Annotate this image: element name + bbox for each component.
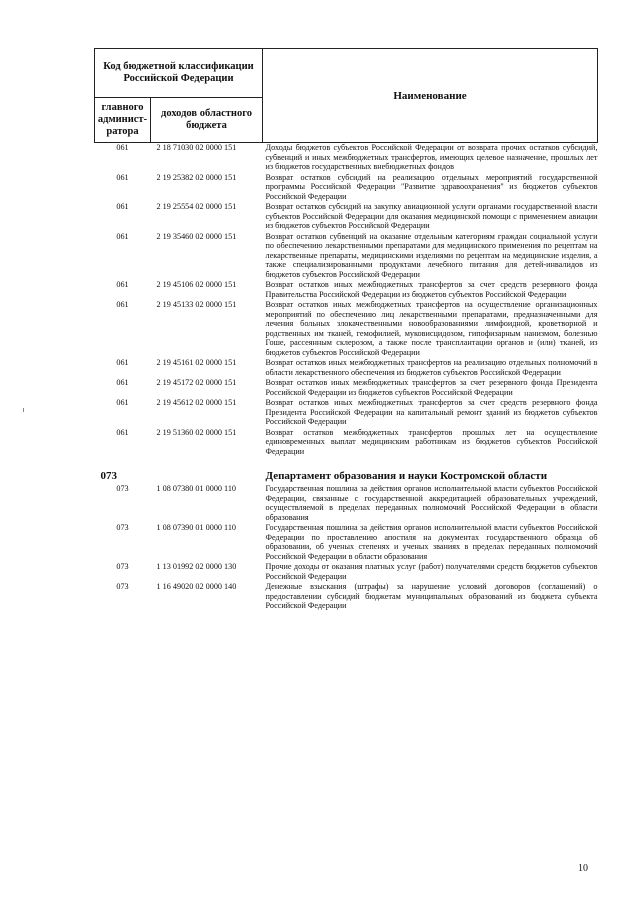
- admin-code-cell: 073: [116, 484, 129, 493]
- admin-code-cell: 061: [116, 427, 129, 437]
- section-admin-code: 073: [100, 470, 117, 482]
- table-row: [95, 358, 598, 378]
- table-row: [95, 202, 598, 232]
- header-admin: главного админист-ратора: [95, 98, 151, 143]
- table-row: [95, 300, 598, 358]
- income-code-cell: 2 18 71030 02 0000 151: [156, 143, 237, 152]
- table-row: [95, 523, 598, 562]
- admin-code-cell: 061: [116, 398, 129, 407]
- section-heading-row: [95, 470, 598, 484]
- admin-code-cell: 061: [116, 378, 129, 387]
- description-cell: Денежные взыскания (штрафы) за нарушение условий договоров (соглашений) о предоставлении субсидий бюджетам муниципальных образований из бюджета субъекта Российской Федерации: [265, 582, 598, 610]
- table-row: [95, 232, 598, 281]
- admin-code-cell: 061: [116, 231, 129, 241]
- table-row: [95, 562, 598, 582]
- table-row: [95, 398, 598, 428]
- header-income: доходов областного бюджета: [151, 98, 263, 143]
- income-code-cell: 2 19 25382 02 0000 151: [156, 172, 237, 182]
- income-code-cell: 2 19 35460 02 0000 151: [156, 231, 237, 241]
- income-code-cell: 2 19 45612 02 0000 151: [156, 398, 237, 407]
- admin-code-cell: 061: [116, 202, 129, 211]
- admin-code-cell: 061: [116, 143, 129, 152]
- description-cell: Возврат остатков субсидий на закупку авиационной услуги органами государственной власти субъектов Российской Федерации для оказания медицинской помощи с применением авиации из бюджетов субъектов Российской Федерации: [265, 202, 598, 230]
- admin-code-cell: 061: [116, 172, 129, 182]
- description-cell: Возврат остатков иных межбюджетных трансфертов на осуществление организационных мероприятий по обеспечению лиц лекарственными препаратами, предназначенными для лечения больных злокачественными новообразованиями лимфоидной, кроветворной и родственных им тканей, гемофилией, муковисцидозом, гипофизарным нанизмом, болезнью Гоше, рассеянным склерозом, а также после трансплантации органов и (или) тканей, из бюджетов субъектов Российской Федерации: [265, 300, 598, 357]
- description-cell: Доходы бюджетов субъектов Российской Федерации от возврата прочих остатков субсидий, субвенций и иных межбюджетных трансфертов, имеющих целевое назначение, прошлых лет из бюджетов государственных внебюджетных фондов: [265, 143, 598, 171]
- table-row: [95, 143, 598, 173]
- income-code-cell: 2 19 45106 02 0000 151: [156, 280, 237, 289]
- income-code-cell: 2 19 51360 02 0000 151: [156, 427, 237, 437]
- admin-code-cell: 061: [116, 300, 129, 309]
- admin-code-cell: 073: [116, 562, 129, 571]
- income-code-cell: 2 19 25554 02 0000 151: [156, 202, 237, 211]
- header-name: Наименование: [263, 49, 598, 143]
- description-cell: Возврат остатков иных межбюджетных трансфертов на реализацию отдельных полномочий в области лекарственного обеспечения из бюджетов субъектов Российской Федерации: [265, 358, 598, 377]
- description-cell: Возврат остатков субвенций на оказание отдельным категориям граждан социальной услуги по обеспечению лекарственными препаратами для медицинского применения по рецептам на лекарственные препараты, медицинскими изделиями по рецептам на медицинские изделия, а также специализированными продуктами лечебного питания для детей-инвалидов из бюджетов субъектов Российской Федерации: [265, 231, 598, 279]
- page-number: 10: [578, 863, 588, 874]
- description-cell: Государственная пошлина за действия органов исполнительной власти субъектов Российской Федерации, связанные с государственной аккредитацией образовательных учреждений, осуществляемой в пределах переданных полномочий Российской Федерации в области образования: [265, 484, 598, 522]
- margin-mark: [23, 408, 24, 412]
- table-row: [95, 280, 598, 300]
- income-code-cell: 1 08 07390 01 0000 110: [156, 523, 237, 532]
- income-code-cell: 1 13 01992 02 0000 130: [156, 562, 237, 571]
- description-cell: Возврат остатков иных межбюджетных трансфертов за счет средств резервного фонда Президента Российской Федерации на капитальный ремонт зданий из бюджетов субъектов Российской Федерации: [265, 398, 598, 426]
- header-code-group: Код бюджетной классификации Российской Федерации: [95, 49, 263, 98]
- table-body: [95, 143, 598, 612]
- table-row: [95, 428, 598, 458]
- income-code-cell: 2 19 45133 02 0000 151: [156, 300, 237, 309]
- admin-code-cell: 073: [116, 523, 129, 532]
- income-code-cell: 1 08 07380 01 0000 110: [156, 484, 237, 493]
- admin-code-cell: 073: [116, 582, 129, 591]
- admin-code-cell: 061: [116, 280, 129, 289]
- table-row: [95, 484, 598, 523]
- description-cell: Государственная пошлина за действия органов исполнительной власти субъектов Российской Федерации по проставлению апостиля на документах государственного образца об образовании, об ученых степенях и ученых званиях в пределах переданных полномочий Российской Федерации в области образования: [265, 523, 598, 561]
- income-code-cell: 2 19 45172 02 0000 151: [156, 378, 237, 387]
- section-spacer: [95, 457, 598, 470]
- budget-classification-table: [94, 48, 598, 612]
- table-row: [95, 173, 598, 203]
- table-row: [95, 378, 598, 398]
- description-cell: Возврат остатков субсидий на реализацию отдельных мероприятий государственной программы Российской Федерации "Развитие здравоохранения" из бюджетов субъектов Российской Федерации: [265, 172, 598, 201]
- description-cell: Возврат остатков иных межбюджетных трансфертов за счет резервного фонда Президента Российской Федерации из бюджетов субъектов Российской Федерации: [265, 378, 598, 397]
- table-row: [95, 582, 598, 612]
- admin-code-cell: 061: [116, 358, 129, 367]
- income-code-cell: 2 19 45161 02 0000 151: [156, 358, 237, 367]
- description-cell: Возврат остатков иных межбюджетных трансфертов за счет средств резервного фонда Правительства Российской Федерации из бюджетов субъектов Российской Федерации: [265, 280, 598, 299]
- income-code-cell: 1 16 49020 02 0000 140: [156, 582, 237, 591]
- description-cell: Возврат остатков межбюджетных трансфертов прошлых лет на осуществление единовременных выплат медицинским работникам из бюджетов субъектов Российской Федерации: [265, 427, 598, 456]
- section-title: Департамент образования и науки Костромской области: [265, 470, 548, 482]
- description-cell: Прочие доходы от оказания платных услуг (работ) получателями средств бюджетов субъектов Российской Федерации: [265, 562, 598, 581]
